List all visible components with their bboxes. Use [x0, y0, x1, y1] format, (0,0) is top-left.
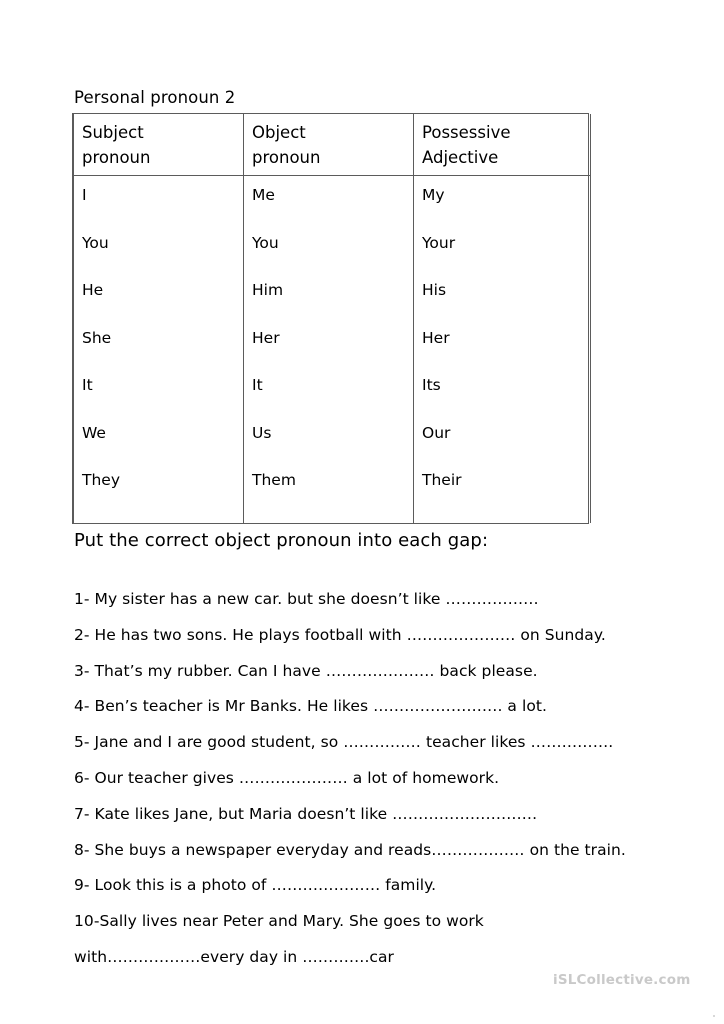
column-header-possessive-line2: Adjective: [422, 148, 499, 167]
column-header-subject-pronoun: [74, 114, 244, 176]
cell-subject: [74, 319, 244, 367]
column-header-subject-line2: pronoun: [82, 148, 151, 167]
pronoun-table: [72, 113, 589, 524]
cell-value: Her: [422, 328, 450, 347]
exercise-item-9: 9- Look this is a photo of ………………… family.: [74, 876, 437, 895]
cell-value: It: [82, 376, 93, 394]
exercise-item-8: 8- She buys a newspaper everyday and reads……………… on the train.: [74, 840, 626, 859]
cell-value: Us: [252, 423, 272, 442]
cell-value: Its: [422, 376, 441, 394]
cell-value: He: [82, 281, 104, 299]
cell-value: They: [82, 471, 121, 489]
cell-value: It: [252, 376, 263, 394]
exercise-item-6: 6- Our teacher gives ………………… a lot of homework.: [74, 768, 500, 787]
table-row: [74, 224, 591, 272]
cell-value: She: [82, 328, 112, 347]
cell-subject: [74, 366, 244, 414]
exercise-item-5: 5- Jane and I are good student, so …………… teacher likes …………….: [74, 733, 614, 752]
exercise-item-4: 4- Ben’s teacher is Mr Banks. He likes ……………………. a lot.: [74, 697, 547, 716]
cell-value: Them: [252, 471, 296, 489]
cell-object: [244, 461, 414, 523]
table-row: [74, 271, 591, 319]
cell-possessive: [414, 461, 591, 523]
cell-object: [244, 319, 414, 367]
cell-possessive: [414, 366, 591, 414]
cell-value: Our: [422, 423, 451, 442]
cell-object: [244, 414, 414, 462]
cell-possessive: [414, 224, 591, 272]
cell-possessive: [414, 271, 591, 319]
cell-object: [244, 176, 414, 224]
table-row: [74, 319, 591, 367]
cell-possessive: [414, 319, 591, 367]
cell-object: [244, 271, 414, 319]
cell-value: You: [82, 233, 109, 252]
column-header-object-line1: Object: [252, 123, 306, 142]
table-row: [74, 414, 591, 462]
cell-object: [244, 224, 414, 272]
cell-value: Their: [422, 471, 462, 489]
exercise-item-2: 2- He has two sons. He plays football with ………………… on Sunday.: [74, 625, 606, 644]
cell-value: Her: [252, 328, 280, 347]
cell-value: Your: [422, 233, 456, 252]
cell-possessive: [414, 414, 591, 462]
cell-subject: [74, 176, 244, 224]
cell-value: Him: [252, 281, 284, 299]
cell-possessive: [414, 176, 591, 224]
column-header-object-pronoun: [244, 114, 414, 176]
column-header-subject-line1: Subject: [82, 123, 144, 142]
column-header-possessive-adjective: [414, 114, 591, 176]
exercise-item-10: 10-Sally lives near Peter and Mary. She goes to work: [74, 912, 484, 931]
cell-value: You: [252, 233, 279, 252]
cell-subject: [74, 414, 244, 462]
cell-value: My: [422, 186, 445, 204]
table-header-row: [74, 114, 591, 176]
table-row: [74, 461, 591, 523]
cell-subject: [74, 224, 244, 272]
exercise-instruction: Put the correct object pronoun into each gap:: [74, 530, 489, 551]
table-row: [74, 366, 591, 414]
cell-value: Me: [252, 186, 275, 204]
cell-object: [244, 366, 414, 414]
cell-value: We: [82, 423, 106, 442]
corner-mark: [713, 1015, 715, 1017]
page-title: Personal pronoun 2: [74, 88, 236, 107]
exercise-item-3: 3- That’s my rubber. Can I have ………………… back please.: [74, 661, 538, 680]
column-header-object-line2: pronoun: [252, 148, 321, 167]
column-header-possessive-line1: Possessive: [422, 123, 511, 142]
cell-subject: [74, 271, 244, 319]
exercise-list: [74, 582, 674, 976]
table-row: [74, 176, 591, 224]
cell-subject: [74, 461, 244, 523]
exercise-item-10-continued: with………………every day in ………….car: [74, 947, 394, 966]
exercise-item-7: 7- Kate likes Jane, but Maria doesn’t like ……………………….: [74, 804, 538, 823]
cell-value: I: [82, 186, 87, 204]
exercise-item-1: 1- My sister has a new car. but she doesn’t like ………………: [74, 590, 539, 608]
cell-value: His: [422, 281, 447, 299]
islcollective-watermark: iSLCollective.com: [553, 972, 691, 988]
